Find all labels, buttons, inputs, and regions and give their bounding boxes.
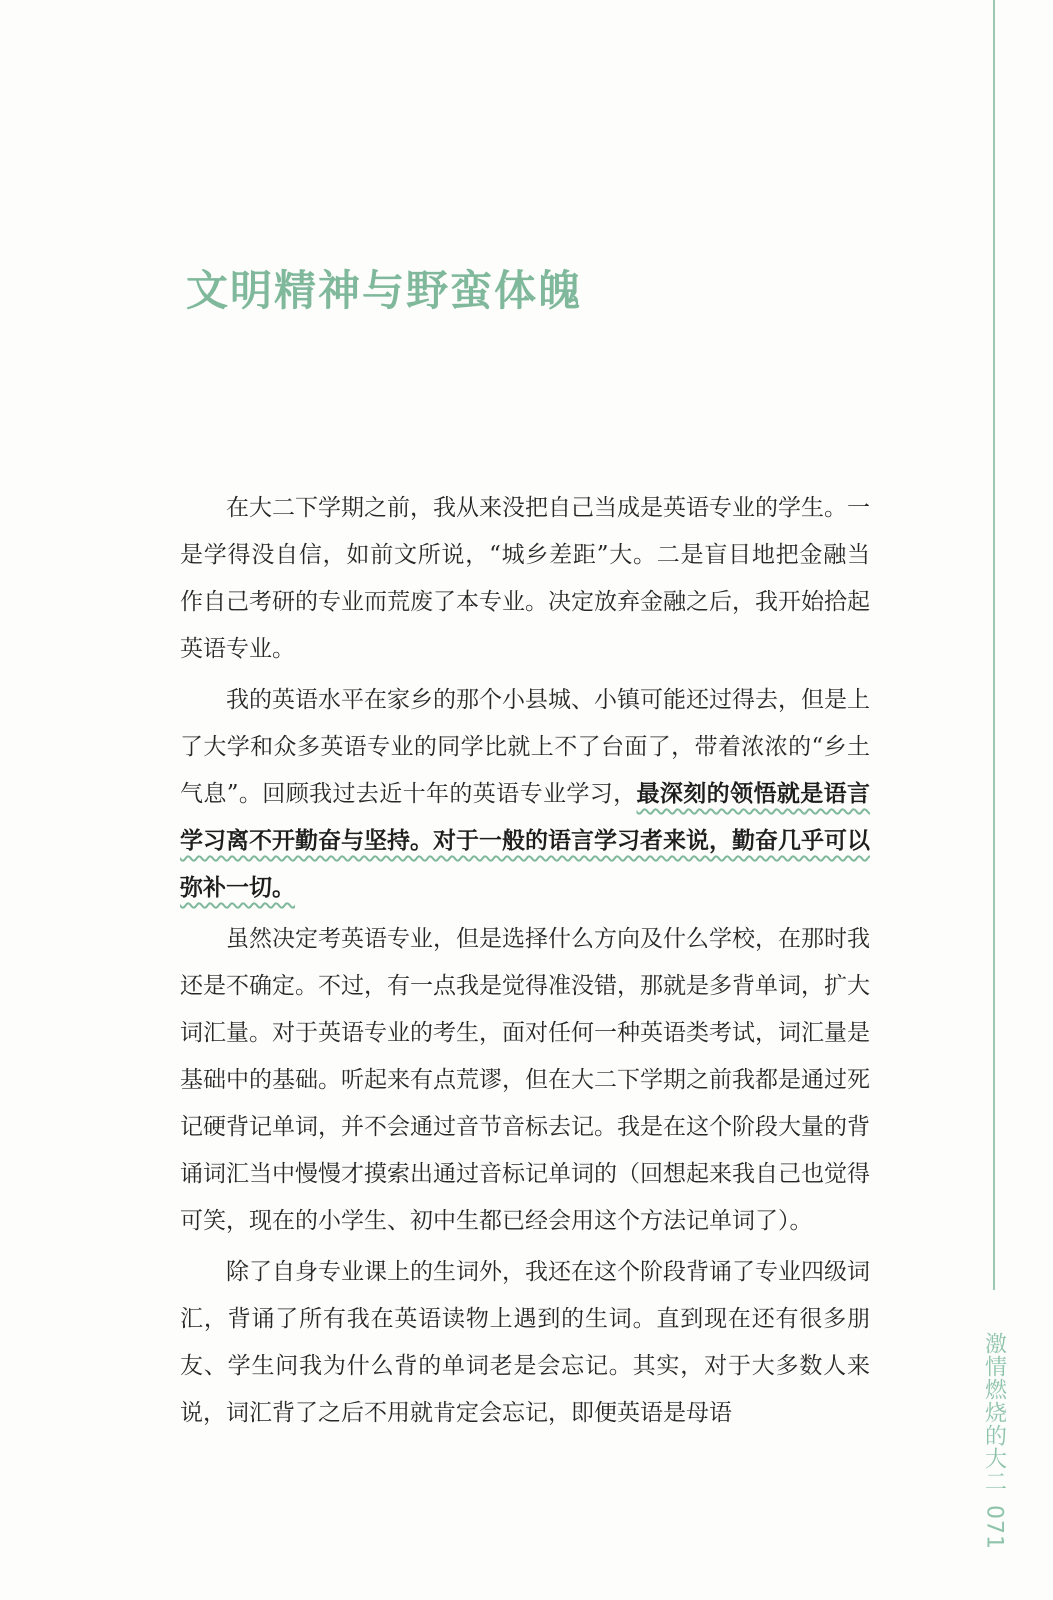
paragraph-2-text: 我的英语水平在家乡的那个小县城、小镇可能还过得去，但是上了大学和众多英语专业的同学比就上不了台面了，带着浓浓的“乡土气息”。回顾我过去近十年的英语专业学习，: [180, 687, 870, 807]
running-head-title: 激情燃烧的大二: [981, 1332, 1007, 1493]
paragraph-2: [180, 677, 870, 912]
body-text: [180, 485, 870, 1441]
emphasized-passage: 最深刻的领悟就是语言学习离不开勤奋与坚持。对于一般的语言学习者来说，勤奋几乎可以弥补一切。: [180, 781, 871, 901]
page-number: 071: [981, 1505, 1007, 1550]
paragraph-4: [180, 1249, 870, 1437]
paragraph-3: [180, 916, 870, 1245]
chapter-title: 文明精神与野蛮体魄: [186, 266, 583, 315]
paragraph-1-text: 在大二下学期之前，我从来没把自己当成是英语专业的学生。一是学得没自信，如前文所说，“城乡差距”大。二是盲目地把金融当作自己考研的专业而荒废了本专业。决定放弃金融之后，我开始拾起英语专业。: [180, 495, 870, 662]
paragraph-3-text: 虽然决定考英语专业，但是选择什么方向及什么学校，在那时我还是不确定。不过，有一点我是觉得准没错，那就是多背单词，扩大词汇量。对于英语专业的考生，面对任何一种英语类考试，词汇量是基础中的基础。听起来有点荒谬，但在大二下学期之前我都是通过死记硬背记单词，并不会通过音节音标去记。我是在这个阶段大量的背诵词汇当中慢慢才摸索出通过音标记单词的（回想起来我自己也觉得可笑，现在的小学生、初中生都已经会用这个方法记单词了）。: [180, 926, 870, 1234]
margin-rule: [993, 0, 995, 1290]
running-head: [976, 1332, 1012, 1550]
paragraph-4-text: 除了自身专业课上的生词外，我还在这个阶段背诵了专业四级词汇，背诵了所有我在英语读物上遇到的生词。直到现在还有很多朋友、学生问我为什么背的单词老是会忘记。其实，对于大多数人来说，词汇背了之后不用就肯定会忘记，即便英语是母语: [180, 1259, 870, 1426]
paragraph-1: [180, 485, 870, 673]
